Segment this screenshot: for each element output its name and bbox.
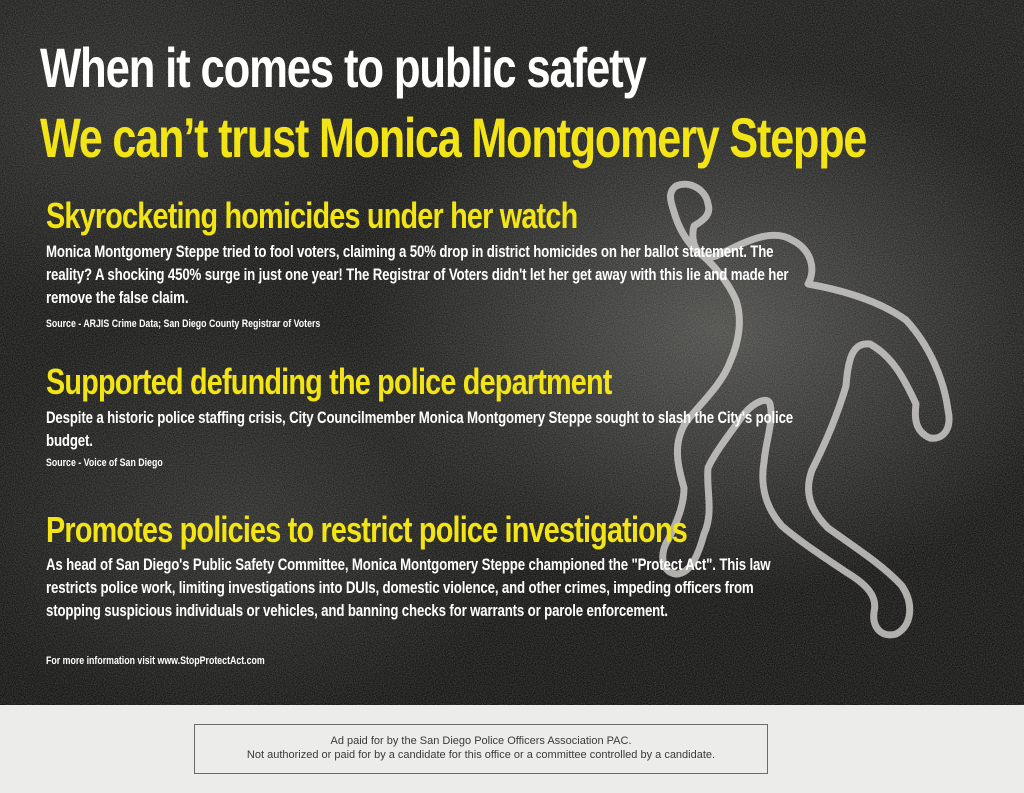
disclaimer-line-2: Not authorized or paid for by a candidate for this office or a committee controlled by a candidate.	[246, 749, 716, 761]
paid-for-disclaimer	[194, 724, 768, 774]
section-heading-defunding: Supported defunding the police department	[46, 361, 612, 402]
section-body-defunding: Despite a historic police staffing crisis, City Councilmember Monica Montgomery Steppe sought to slash the City's police budget.	[46, 408, 794, 450]
section-source-defunding: Source - Voice of San Diego	[46, 457, 163, 469]
headline-line-2: We can’t trust Monica Montgomery Steppe	[40, 106, 867, 169]
section-body-homicides: Monica Montgomery Steppe tried to fool voters, claiming a 50% drop in district homicides on her ballot statement. The reality? A shocking 450% surge in just one year! The Registrar of Voters didn't let her get away with this lie and made her remove the false claim.	[46, 242, 789, 307]
section-source-homicides: Source - ARJIS Crime Data; San Diego County Registrar of Voters	[46, 318, 321, 330]
section-heading-homicides: Skyrocketing homicides under her watch	[46, 195, 578, 236]
disclaimer-line-1: Ad paid for by the San Diego Police Officers Association PAC.	[330, 735, 632, 747]
section-heading-investigations: Promotes policies to restrict police investigations	[46, 509, 687, 550]
section-body-investigations: As head of San Diego's Public Safety Committee, Monica Montgomery Steppe championed the "Protect Act". This law restricts police work, limiting investigations into DUIs, domestic violence, and other crimes, impeding officers from stopping suspicious individuals or vehicles, and banning checks for warrants or parole enforcement.	[46, 555, 771, 620]
more-info-link: For more information visit www.StopProtectAct.com	[46, 655, 265, 667]
headline-line-1: When it comes to public safety	[40, 36, 646, 99]
